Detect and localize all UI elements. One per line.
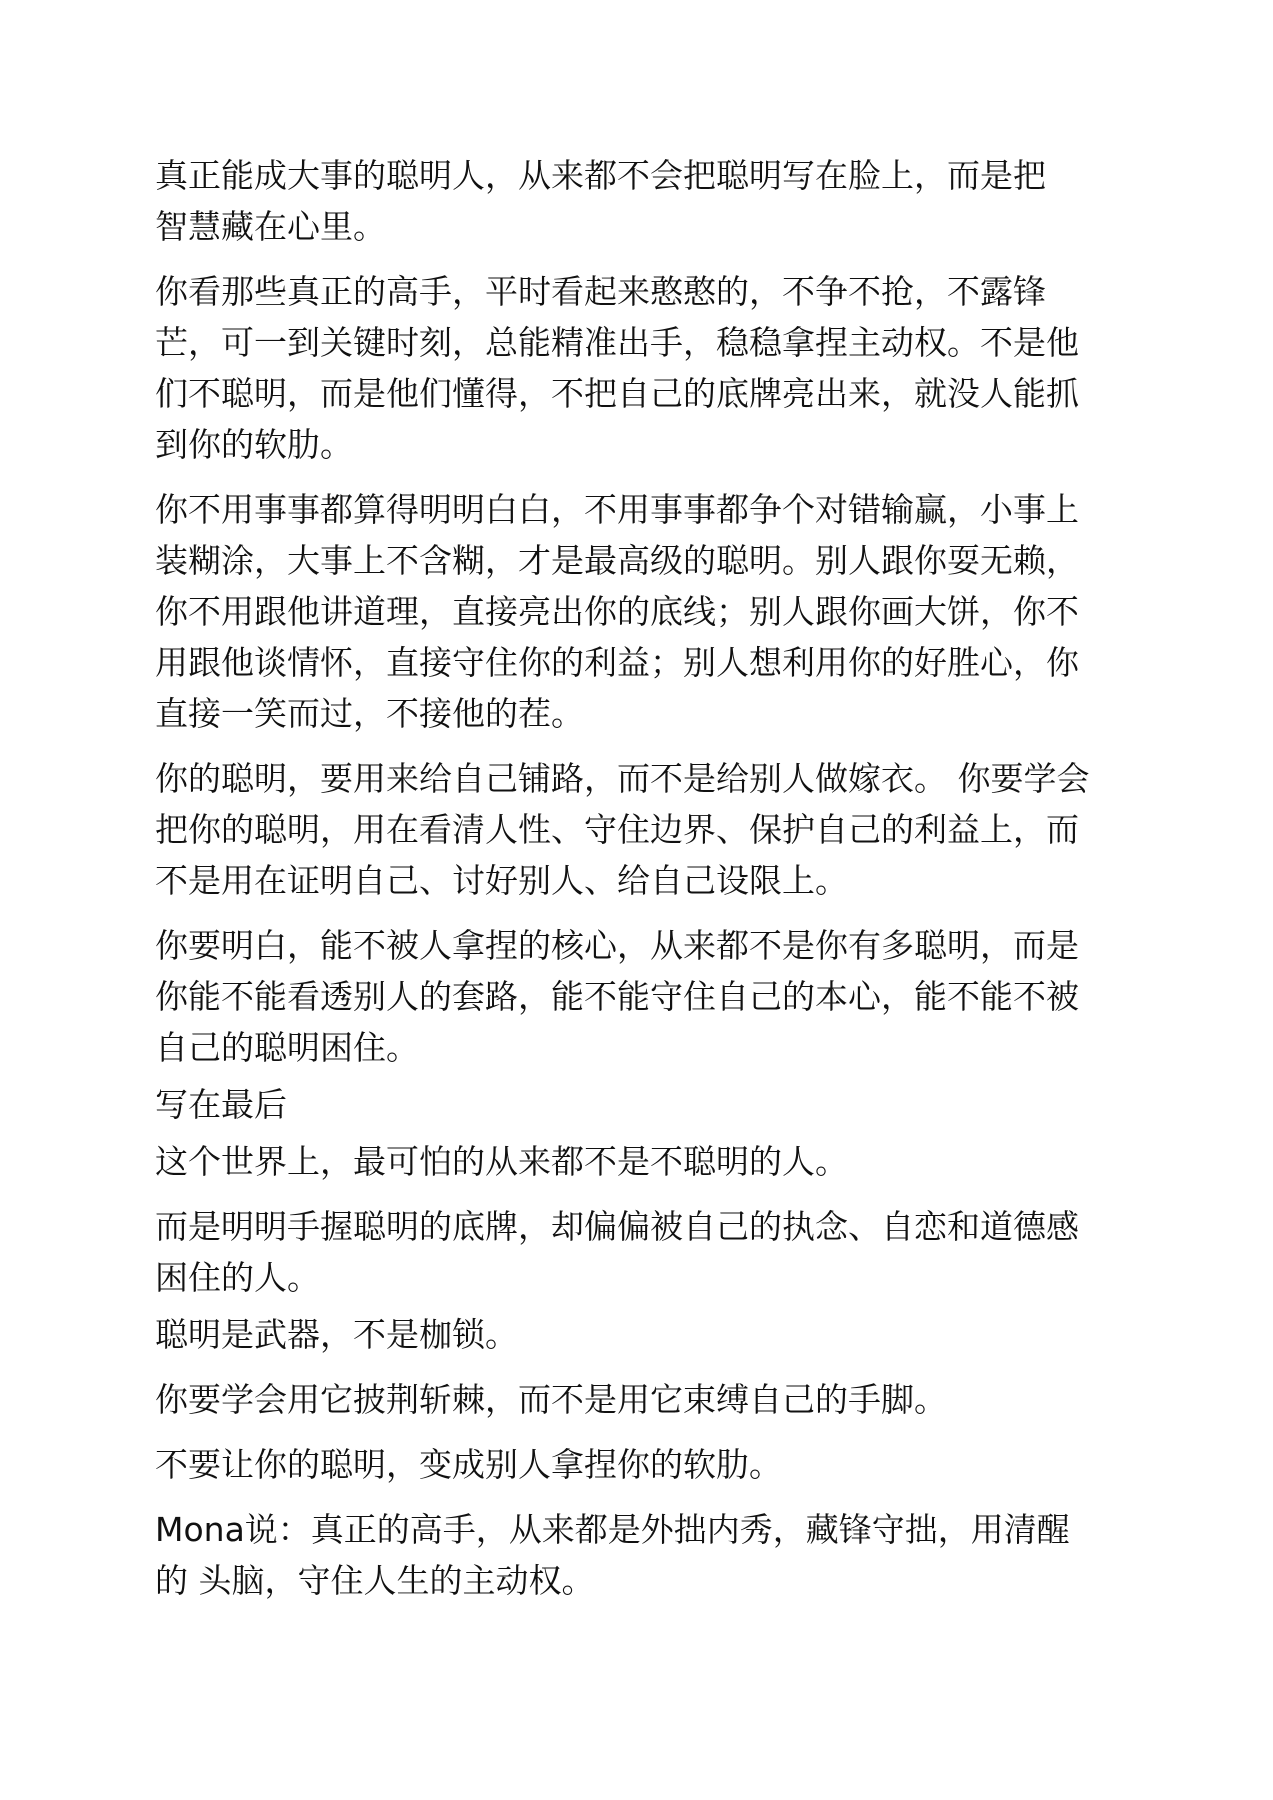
paragraph-2: 你看那些真正的高手，平时看起来憨憨的，不争不抢，不露锋 芒，可一到关键时刻，总能精准出手，稳稳拿捏主动权。不是他 们不聪明，而是他们懂得，不把自己的底牌亮出来，就没人能抓 到你的软肋。 xyxy=(155,272,1079,464)
paragraph-1: 真正能成大事的聪明人，从来都不会把聪明写在脸上，而是把 智慧藏在心里。 xyxy=(155,156,1046,246)
paragraph-8: 聪明是武器，不是枷锁。 xyxy=(155,1315,518,1354)
section-heading-closing: 写在最后 xyxy=(155,1085,287,1124)
paragraph-10: 不要让你的聪明，变成别人拿捏你的软肋。 xyxy=(155,1445,782,1484)
paragraph-3: 你不用事事都算得明明白白，不用事事都争个对错输赢，小事上 装糊涂，大事上不含糊，才是最高级的聪明。别人跟你耍无赖， 你不用跟他讲道理，直接亮出你的底线；别人跟你画大饼，你不 用跟他谈情怀，直接守住你的利益；别人想利用你的好胜心，你 直接一笑而过，不接他的茬。 xyxy=(155,490,1079,733)
paragraph-9: 你要学会用它披荆斩棘，而不是用它束缚自己的手脚。 xyxy=(155,1380,947,1419)
paragraph-5: 你要明白，能不被人拿捏的核心，从来都不是你有多聪明，而是 你能不能看透别人的套路，能不能守住自己的本心，能不能不被 自己的聪明困住。 xyxy=(155,926,1079,1067)
paragraph-4: 你的聪明，要用来给自己铺路，而不是给别人做嫁衣。 你要学会 把你的聪明，用在看清人性、守住边界、保护自己的利益上，而 不是用在证明自己、讨好别人、给自己设限上。 xyxy=(155,759,1090,900)
article-body xyxy=(155,150,1115,1620)
paragraph-7: 而是明明手握聪明的底牌，却偏偏被自己的执念、自恋和道德感 困住的人。 xyxy=(155,1207,1079,1297)
author-note: Mona说：真正的高手，从来都是外拙内秀，藏锋守拙，用清醒 的 头脑，守住人生的主动权。 xyxy=(155,1510,1070,1600)
paragraph-6: 这个世界上，最可怕的从来都不是不聪明的人。 xyxy=(155,1142,848,1181)
